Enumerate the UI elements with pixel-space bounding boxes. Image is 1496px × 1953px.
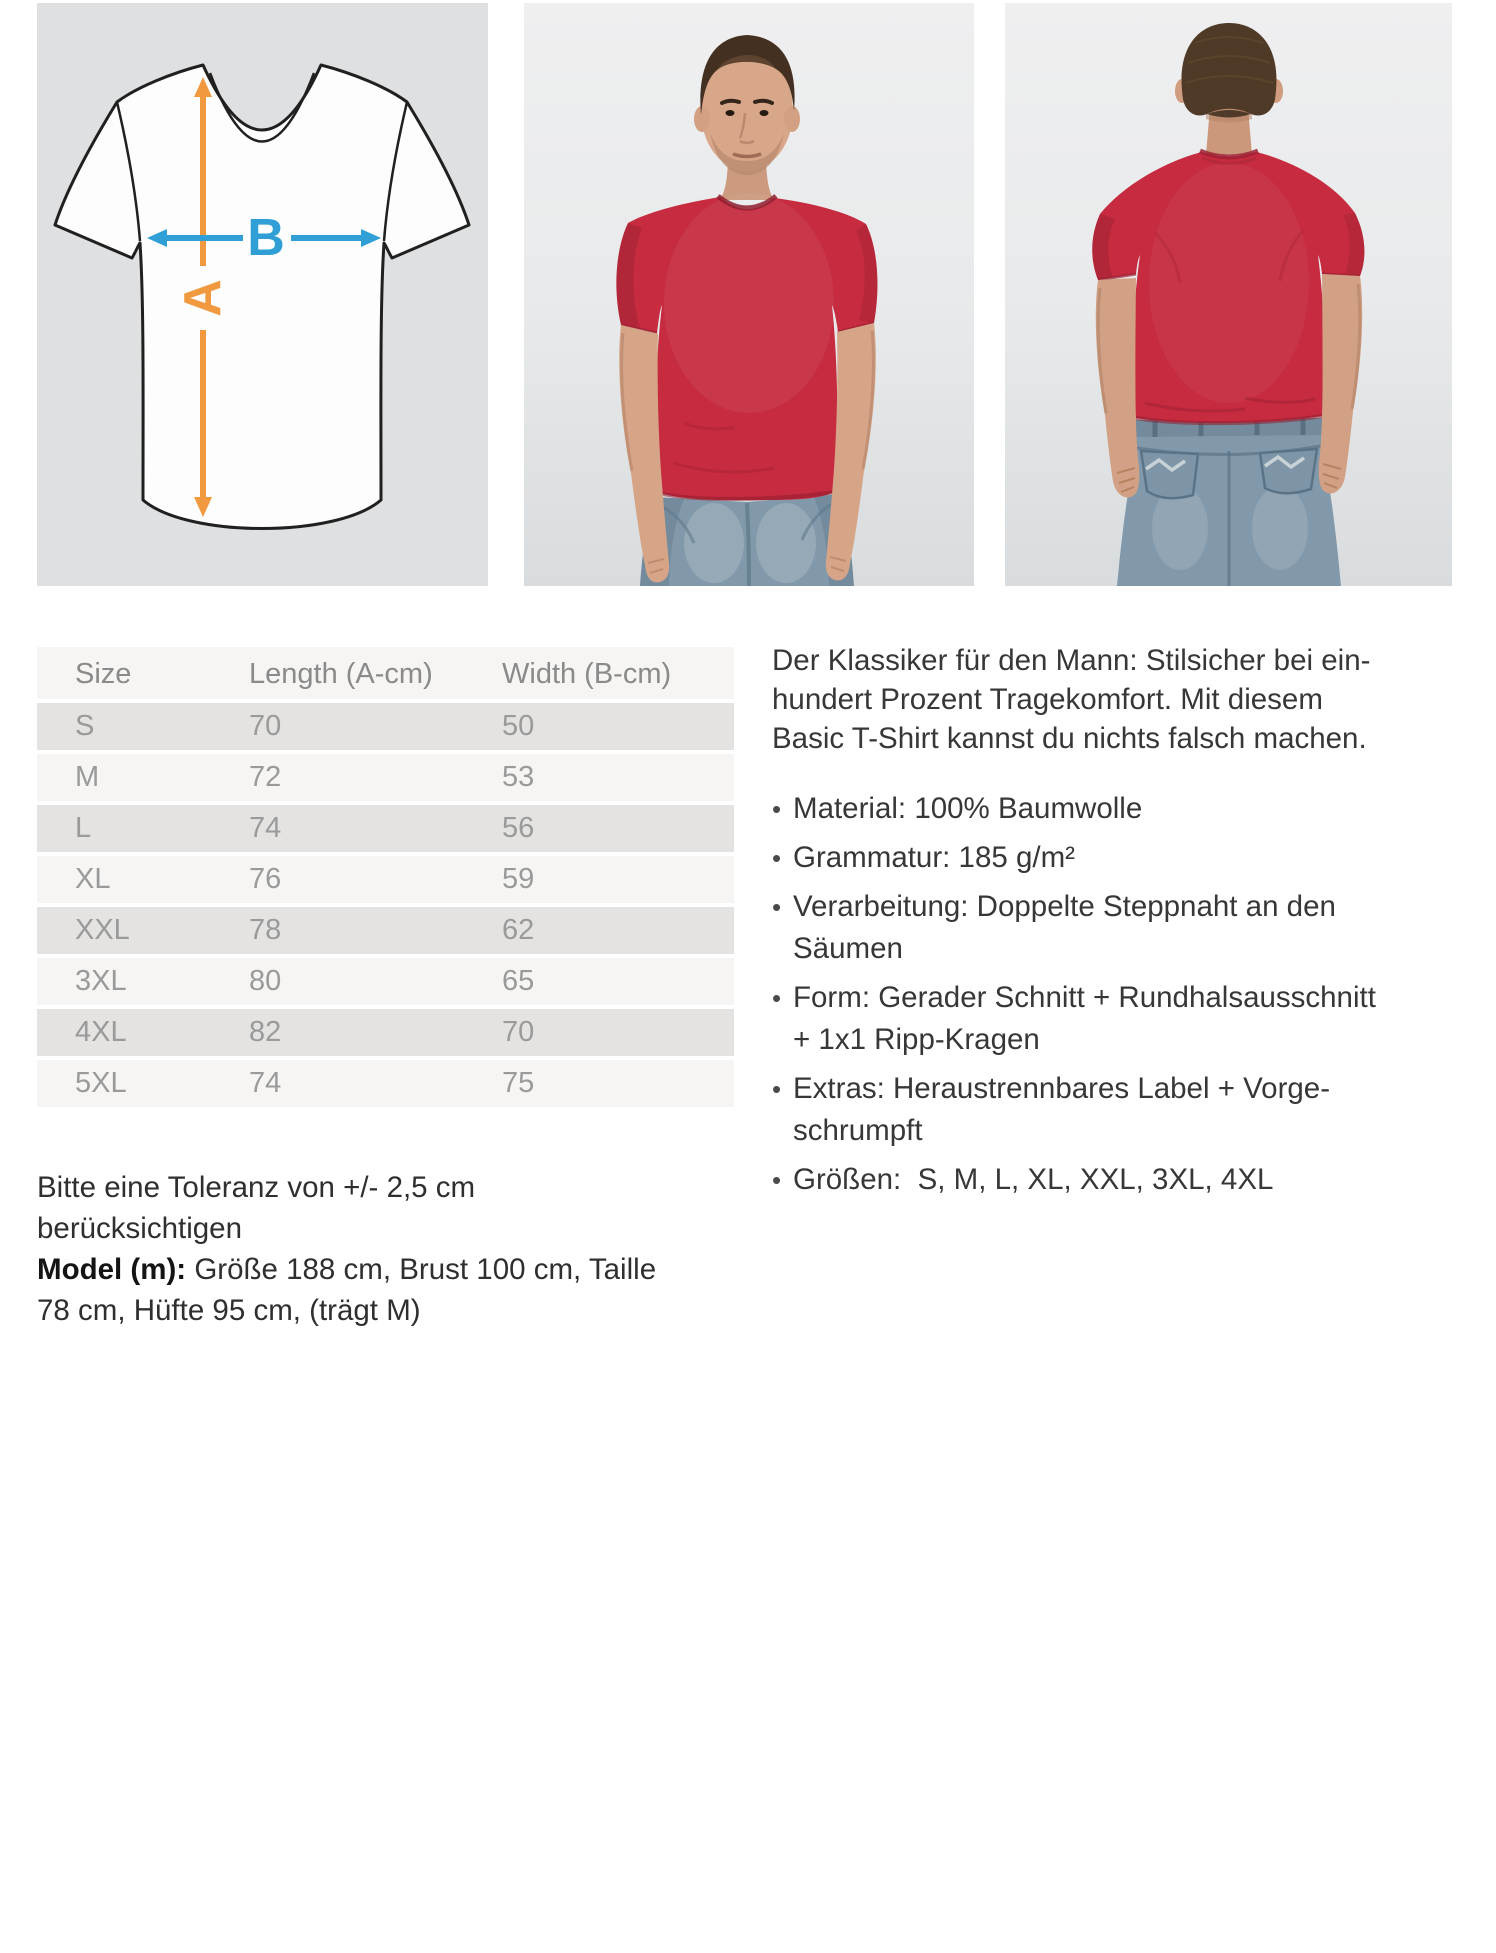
feature-groessen: • Größen: S, M, L, XL, XXL, 3XL, 4XL — [772, 1159, 1444, 1201]
bullet-icon: • — [772, 892, 782, 922]
model-label: Model (m): — [37, 1253, 187, 1286]
bullet-icon: • — [772, 983, 782, 1013]
table-row-3xl: 3XL 80 65 — [37, 958, 734, 1005]
feature-extras: • Extras: Heraustrennbares Label + Vorge- schrumpft — [772, 1068, 1444, 1152]
tolerance-note — [37, 1167, 687, 1331]
label-a: A — [174, 279, 232, 317]
model-back-figure — [1005, 3, 1452, 586]
size-table-header — [37, 647, 734, 699]
feature-list — [772, 788, 1444, 1201]
feature-form: • Form: Gerader Schnitt + Rundhalsausschnitt + 1x1 Ripp-Kragen — [772, 977, 1444, 1061]
bullet-icon: • — [772, 843, 782, 873]
front-jeans — [640, 494, 854, 586]
left-eye — [726, 110, 735, 116]
product-description — [772, 641, 1444, 1208]
table-row-5xl: 5XL 74 75 — [37, 1060, 734, 1107]
model-measurements-line: Model (m): Größe 188 cm, Brust 100 cm, Taille — [37, 1253, 657, 1286]
header-length: Length (A-cm) — [249, 658, 433, 690]
table-row-l: L 74 56 — [37, 805, 734, 852]
feature-grammatur: • Grammatur: 185 g/m² — [772, 837, 1444, 879]
back-head — [1175, 23, 1283, 155]
tolerance-line: Bitte eine Toleranz von +/- 2,5 cm berücksichtigen — [37, 1171, 476, 1245]
model-measurements-line2: 78 cm, Hüfte 95 cm, (trägt M) — [37, 1294, 421, 1327]
table-row-m: M 72 53 — [37, 754, 734, 801]
table-row-4xl: 4XL 82 70 — [37, 1009, 734, 1056]
right-eye — [760, 110, 769, 116]
label-b: B — [247, 209, 285, 267]
feature-verarbeitung: • Verarbeitung: Doppelte Steppnaht an den Säumen — [772, 886, 1444, 970]
back-jeans — [1117, 418, 1341, 586]
bullet-icon: • — [772, 1165, 782, 1195]
feature-material: • Material: 100% Baumwolle — [772, 788, 1444, 830]
bullet-icon: • — [772, 794, 782, 824]
model-front-figure — [524, 3, 974, 586]
tshirt-outline — [55, 65, 469, 529]
description-intro: Der Klassiker für den Mann: Stilsicher bei ein- hundert Prozent Tragekomfort. Mit diesem Basic T-Shirt kannst du nichts falsch machen. — [772, 644, 1371, 755]
front-head — [694, 35, 800, 200]
model-front-photo — [524, 3, 974, 586]
table-row-xl: XL 76 59 — [37, 856, 734, 903]
header-size: Size — [75, 658, 132, 690]
table-row-xxl: XXL 78 62 — [37, 907, 734, 954]
table-row-s: S 70 50 — [37, 703, 734, 750]
bullet-icon: • — [772, 1074, 782, 1104]
size-chart-diagram — [37, 3, 488, 586]
model-back-photo — [1005, 3, 1452, 586]
header-width: Width (B-cm) — [502, 658, 672, 690]
tshirt-measure-illustration — [37, 3, 488, 586]
size-table — [37, 647, 734, 1111]
